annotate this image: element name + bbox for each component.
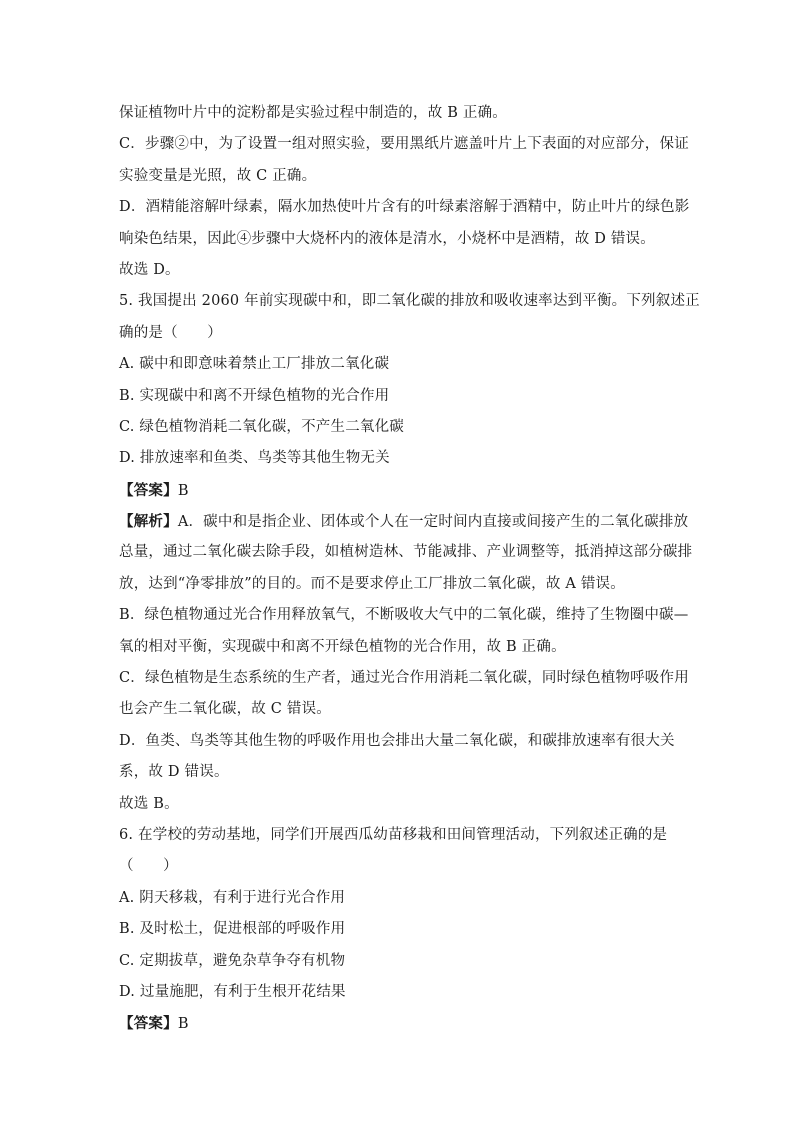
analysis-label: 【解析】 [119, 513, 178, 531]
question-5 [119, 286, 700, 820]
previous-analysis-continuation [119, 98, 690, 286]
question-stem: 确的是（ ） [119, 324, 222, 341]
analysis-text: 也会产生二氧化碳，故 C 错误。 [119, 701, 332, 718]
analysis-text: 系，故 D 错误。 [119, 764, 229, 781]
analysis-line [119, 506, 689, 537]
answer-value: B [177, 482, 189, 499]
option-c: C. 定期拔草，避免杂草争夺有机物 [119, 952, 346, 969]
analysis-text: 放，达到“净零排放”的目的。而不是要求停止工厂排放二氧化碳，故 A 错误。 [119, 575, 625, 592]
text-line: 响染色结果，因此④步骤中大烧杯内的液体是清水，小烧杯中是酒精，故 D 错误。 [119, 230, 655, 247]
option-b: B. 及时松土，促进根部的呼吸作用 [119, 921, 346, 938]
text-line: 保证植物叶片中的淀粉都是实验过程中制造的，故 B 正确。 [119, 105, 507, 121]
analysis-text: C．绿色植物是生态系统的生产者，通过光合作用消耗二氧化碳，同时绿色植物呼吸作用 [119, 670, 689, 687]
text-line: 故选 D。 [119, 261, 180, 278]
question-stem: 6. 在学校的劳动基地，同学们开展西瓜幼苗移栽和田间管理活动，下列叙述正确的是 [119, 826, 668, 843]
answer-label: 【答案】 [119, 481, 178, 499]
analysis-text: 故选 B。 [119, 795, 179, 812]
option-a: A. 碳中和即意味着禁止工厂排放二氧化碳 [119, 356, 390, 373]
question-stem: （ ） [119, 858, 178, 875]
text-line: C．步骤②中，为了设置一组对照实验，要用黑纸片遮盖叶片上下表面的对应部分，保证 [119, 136, 689, 153]
analysis-text: D．鱼类、鸟类等其他生物的呼吸作用也会排出大量二氧化碳，和碳排放速率有很大关 [119, 732, 675, 749]
analysis-text: 氧的相对平衡，实现碳中和离不开绿色植物的光合作用，故 B 正确。 [119, 638, 566, 655]
document-page [119, 98, 700, 1040]
question-stem: 5. 我国提出 2060 年前实现碳中和，即二氧化碳的排放和吸收速率达到平衡。下列叙述正 [119, 293, 700, 310]
answer-line [119, 475, 679, 506]
answer-label: 【答案】 [119, 1015, 178, 1033]
answer-value: B [177, 1016, 189, 1033]
question-6 [119, 820, 679, 1040]
option-c: C. 绿色植物消耗二氧化碳，不产生二氧化碳 [119, 418, 404, 435]
text-line: D．酒精能溶解叶绿素，隔水加热使叶片含有的叶绿素溶解于酒精中，防止叶片的绿色影 [119, 199, 690, 216]
option-d: D. 排放速率和鱼类、鸟类等其他生物无关 [119, 450, 390, 467]
analysis-text: A．碳中和是指企业、团体或个人在一定时间内直接或间接产生的二氧化碳排放 [177, 514, 689, 531]
analysis-text: B．绿色植物通过光合作用释放氧气，不断吸收大气中的二氧化碳，维持了生物圈中碳— [119, 607, 689, 624]
option-a: A. 阴天移栽，有利于进行光合作用 [119, 889, 346, 906]
option-d: D. 过量施肥，有利于生根开花结果 [119, 983, 346, 1000]
analysis-text: 总量，通过二氧化碳去除手段，如植树造林、节能减排、产业调整等，抵消掉这部分碳排 [119, 544, 693, 561]
text-line: 实验变量是光照，故 C 正确。 [119, 167, 317, 184]
option-b: B. 实现碳中和离不开绿色植物的光合作用 [119, 387, 390, 404]
answer-line [119, 1008, 679, 1039]
